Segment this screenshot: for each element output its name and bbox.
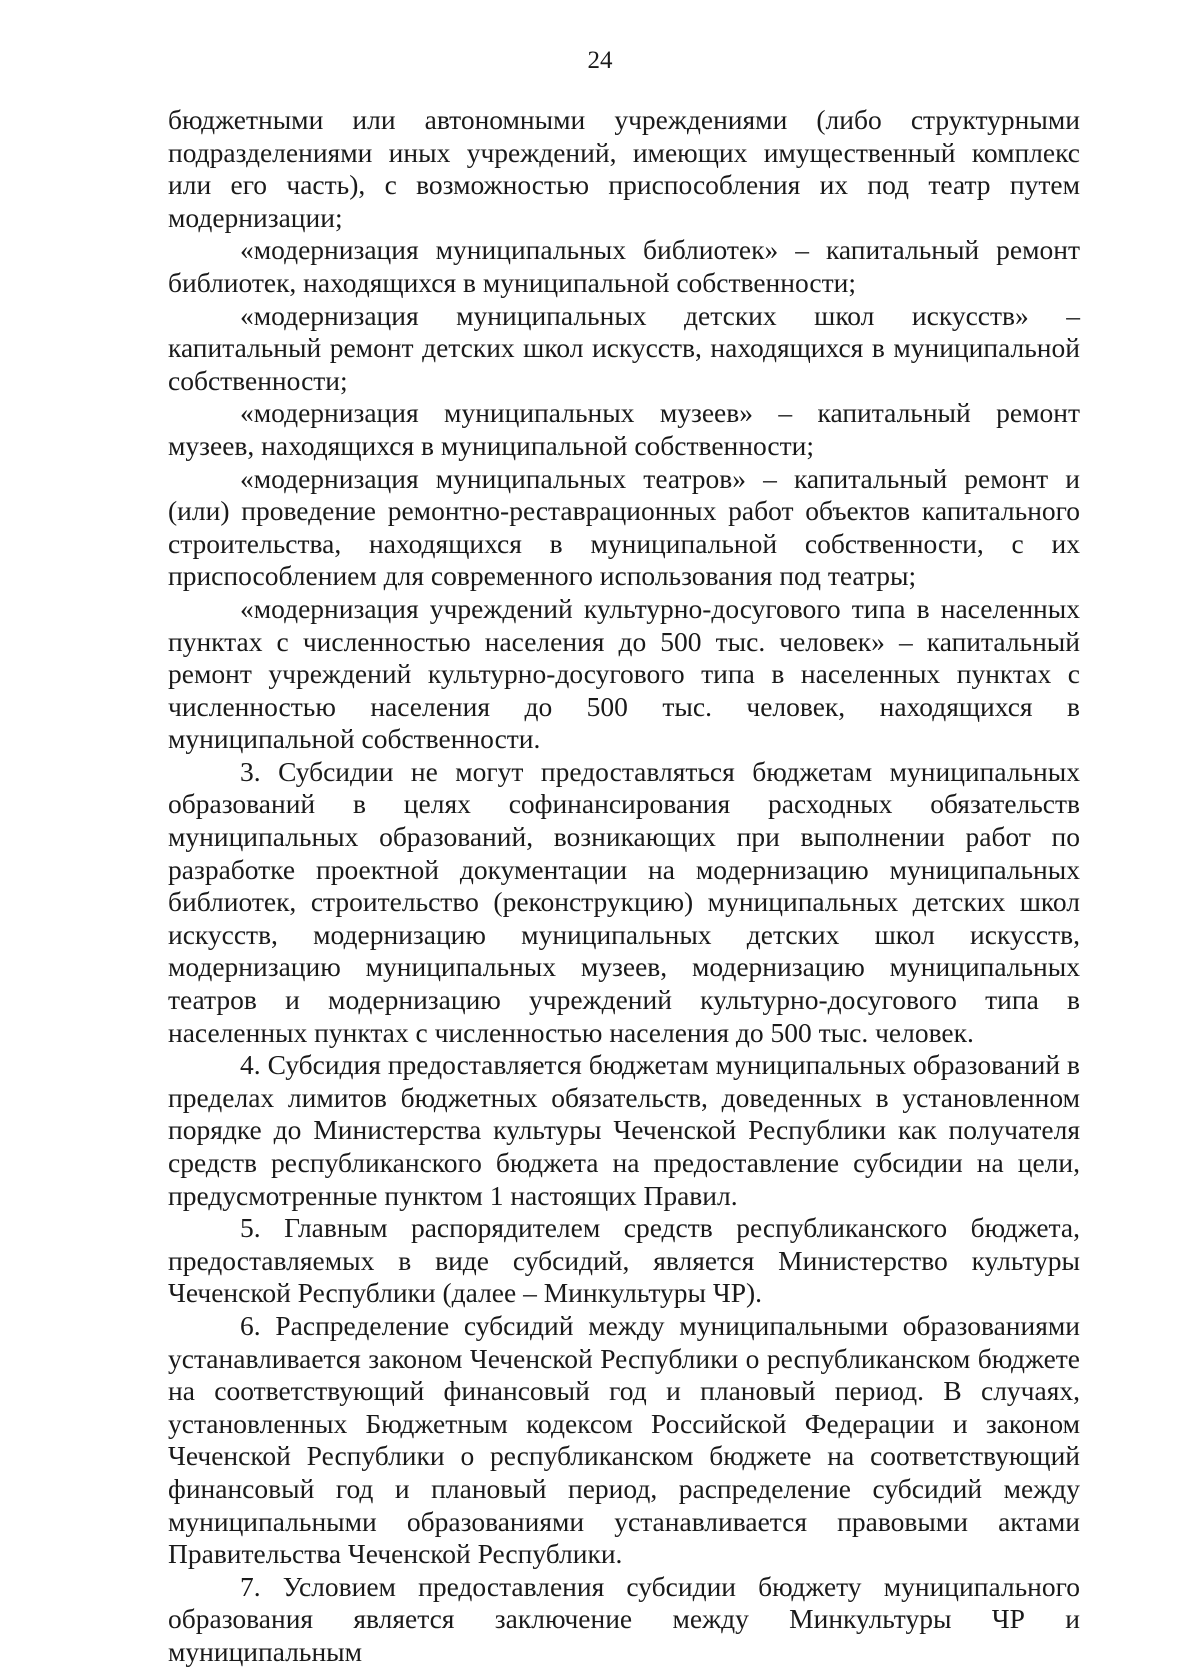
page-number: 24: [587, 47, 613, 74]
document-body: [168, 104, 1080, 1669]
paragraph-item-7: 7. Условием предоставления субсидии бюджету муниципального образования является заключение между Минкультуры ЧР и муниципальным: [168, 1570, 1080, 1667]
paragraph-item-6: 6. Распределение субсидий между муниципальными образованиями устанавливается законом Чеченской Республики о республиканском бюджете на соответствующий финансовый год и плановый период. В случаях, установленных Бюджетным кодексом Российской Федерации и законом Чеченской Республики о республиканском бюджете на соответствующий финансовый год и плановый период, распределение субсидий между муниципальными образованиями устанавливается правовыми актами Правительства Чеченской Республики.: [168, 1309, 1080, 1570]
paragraph-continuation: бюджетными или автономными учреждениями (либо структурными подразделениями иных учреждений, имеющих имущественный комплекс или его часть), с возможностью приспособления их под театр путем модернизации;: [168, 104, 1080, 233]
paragraph-cultural-institutions-modernization: «модернизация учреждений культурно-досугового типа в населенных пунктах с численностью населения до 500 тыс. человек» – капитальный ремонт учреждений культурно-досугового типа в населенных пунктах с численностью населения до 500 тыс. человек, находящихся в муниципальной собственности.: [168, 592, 1080, 755]
paragraph-art-schools-modernization: «модернизация муниципальных детских школ искусств» – капитальный ремонт детских школ искусств, находящихся в муниципальной собственности;: [168, 299, 1080, 396]
paragraph-item-4: 4. Субсидия предоставляется бюджетам муниципальных образований в пределах лимитов бюджетных обязательств, доведенных в установленном порядке до Министерства культуры Чеченской Республики как получателя средств республиканского бюджета на предоставление субсидии на цели, предусмотренные пунктом 1 настоящих Правил.: [168, 1049, 1080, 1211]
paragraph-museums-modernization: «модернизация муниципальных музеев» – капитальный ремонт музеев, находящихся в муниципальной собственности;: [168, 397, 1080, 461]
paragraph-library-modernization: «модернизация муниципальных библиотек» – капитальный ремонт библиотек, находящихся в муниципальной собственности;: [168, 234, 1080, 298]
paragraph-item-5: 5. Главным распорядителем средств республиканского бюджета, предоставляемых в виде субсидий, является Министерство культуры Чеченской Республики (далее – Минкультуры ЧР).: [168, 1212, 1080, 1309]
paragraph-item-3: 3. Субсидии не могут предоставляться бюджетам муниципальных образований в целях софинансирования расходных обязательств муниципальных образований, возникающих при выполнении работ по разработке проектной документации на модернизацию муниципальных библиотек, строительство (реконструкцию) муниципальных детских школ искусств, модернизацию муниципальных детских школ искусств, модернизацию муниципальных музеев, модернизацию муниципальных театров и модернизацию учреждений культурно-досугового типа в населенных пунктах с численностью населения до 500 тыс. человек.: [168, 755, 1080, 1048]
paragraph-theatres-modernization: «модернизация муниципальных театров» – капитальный ремонт и (или) проведение ремонтно-реставрационных работ объектов капитального строительства, находящихся в муниципальной собственности, с их приспособлением для современного использования под театры;: [168, 462, 1080, 592]
